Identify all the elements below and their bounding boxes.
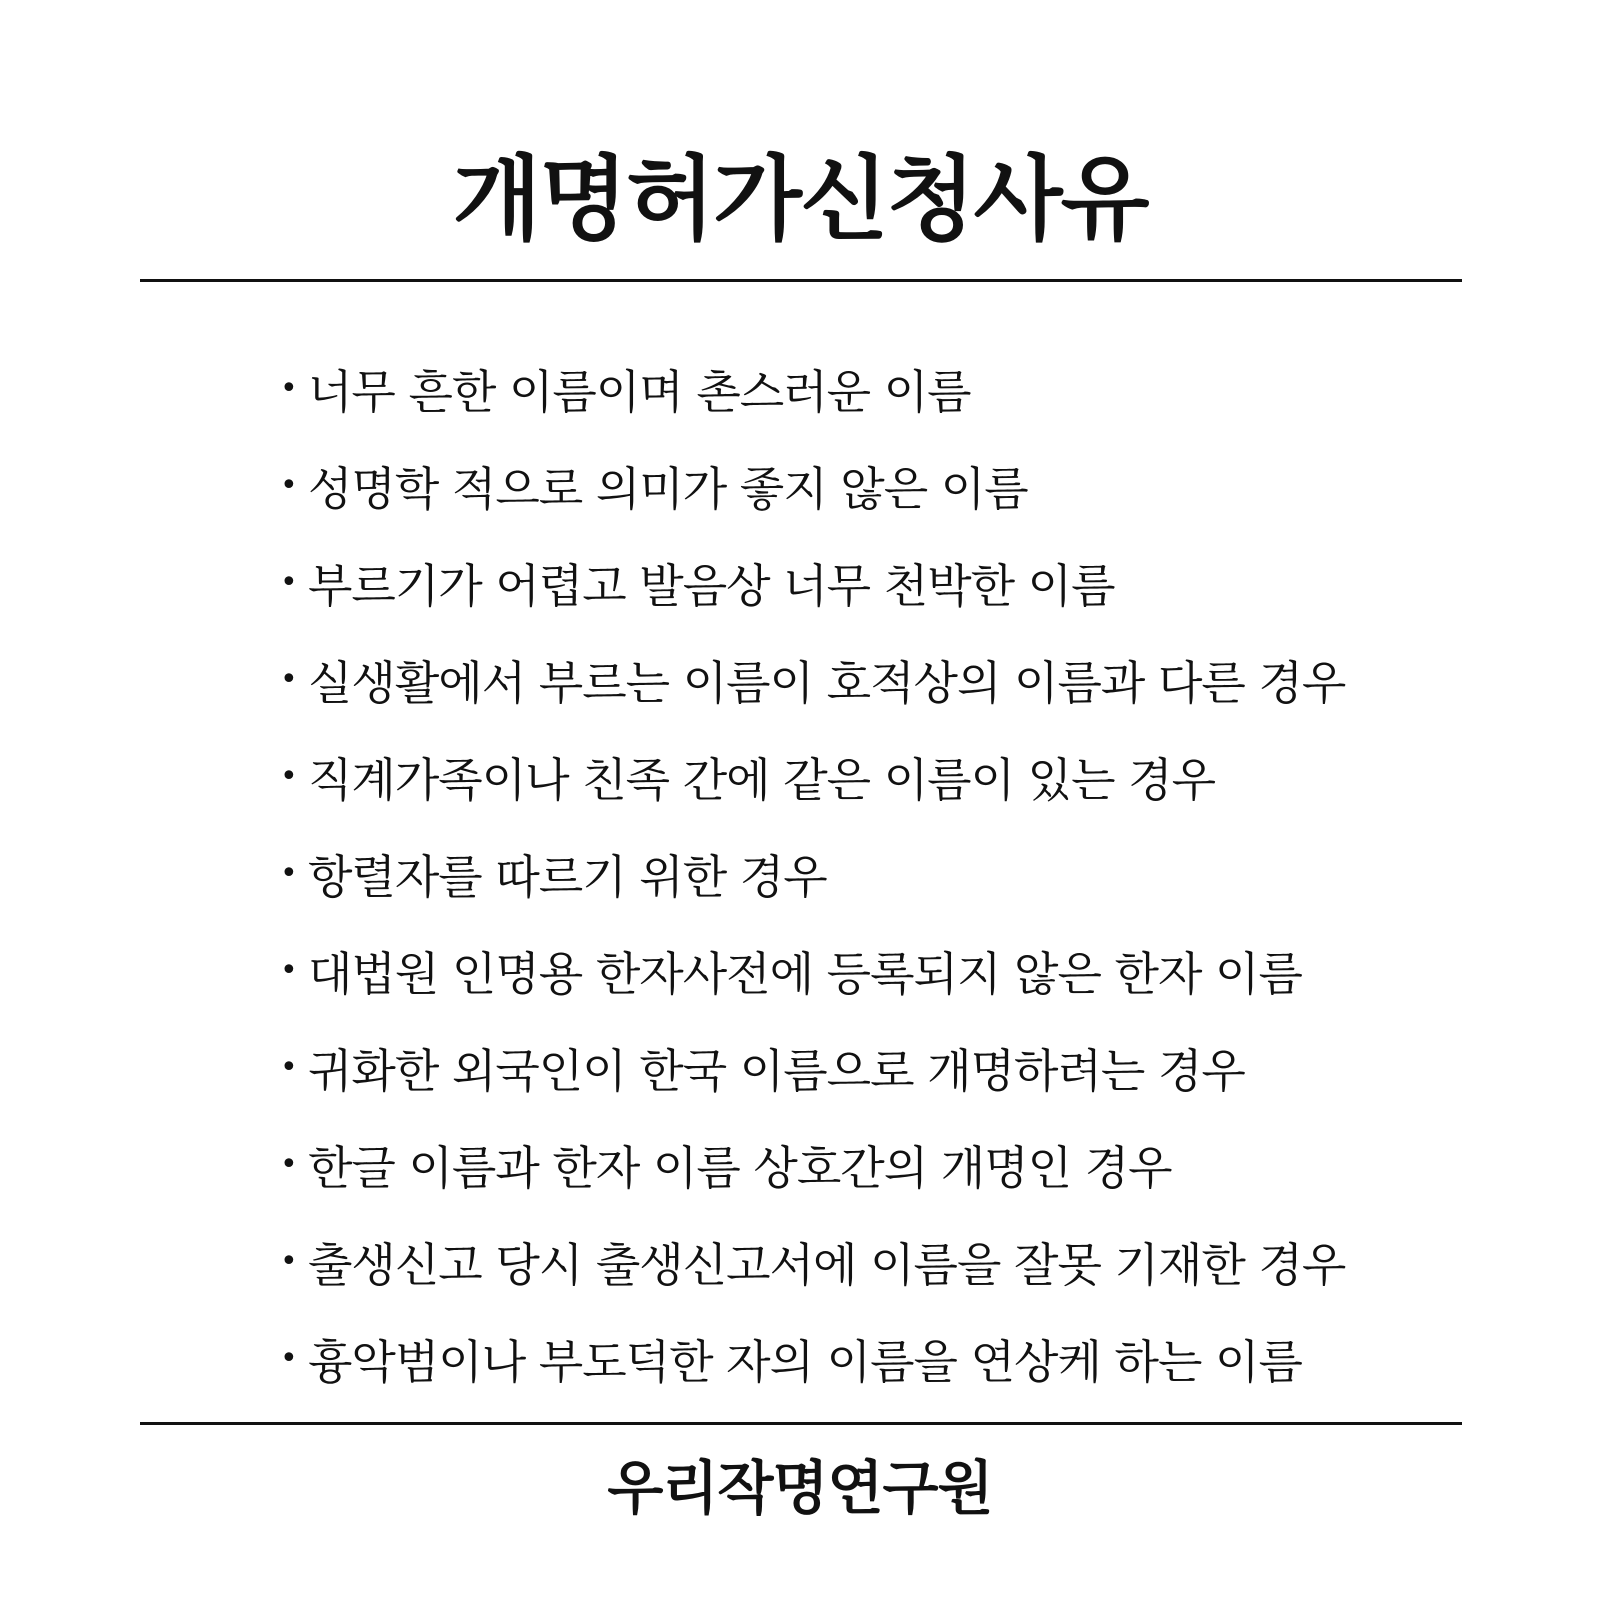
- list-item: [280, 728, 1345, 825]
- reason-text: 실생활에서 부르는 이름이 호적상의 이름과 다른 경우: [308, 655, 1346, 710]
- list-item: [280, 1019, 1345, 1116]
- top-divider: [140, 279, 1462, 282]
- bullet-icon: •: [280, 565, 297, 600]
- reason-text: 귀화한 외국인이 한국 이름으로 개명하려는 경우: [308, 1043, 1245, 1098]
- bullet-icon: •: [280, 1244, 297, 1279]
- reason-text: 대법원 인명용 한자사전에 등록되지 않은 한자 이름: [308, 946, 1302, 1001]
- page-title: 개명허가신청사유: [452, 146, 1148, 253]
- list-item: [280, 1310, 1345, 1407]
- bottom-divider: [140, 1422, 1462, 1425]
- bullet-icon: •: [280, 371, 297, 406]
- list-item: [280, 1213, 1345, 1310]
- list-item: [280, 1116, 1345, 1213]
- list-item: [280, 437, 1345, 534]
- footer-brand: 우리작명연구원: [607, 1454, 993, 1522]
- reason-text: 직계가족이나 친족 간에 같은 이름이 있는 경우: [308, 752, 1216, 807]
- bullet-icon: •: [280, 662, 297, 697]
- reason-text: 부르기가 어렵고 발음상 너무 천박한 이름: [308, 558, 1115, 613]
- reason-text: 출생신고 당시 출생신고서에 이름을 잘못 기재한 경우: [308, 1237, 1346, 1292]
- reason-text: 너무 흔한 이름이며 촌스러운 이름: [308, 364, 971, 419]
- bullet-icon: •: [280, 1341, 297, 1376]
- list-item: [280, 340, 1345, 437]
- list-item: [280, 825, 1345, 922]
- bullet-icon: •: [280, 953, 297, 988]
- reason-list: [280, 340, 1345, 1407]
- bullet-icon: •: [280, 468, 297, 503]
- reason-text: 항렬자를 따르기 위한 경우: [308, 849, 827, 904]
- bullet-icon: •: [280, 1050, 297, 1085]
- list-item: [280, 631, 1345, 728]
- reason-text: 흉악범이나 부도덕한 자의 이름을 연상케 하는 이름: [308, 1334, 1302, 1389]
- list-item: [280, 922, 1345, 1019]
- reason-text: 성명학 적으로 의미가 좋지 않은 이름: [308, 461, 1028, 516]
- bullet-icon: •: [280, 1147, 297, 1182]
- bullet-icon: •: [280, 759, 297, 794]
- list-item: [280, 534, 1345, 631]
- bullet-icon: •: [280, 856, 297, 891]
- reason-text: 한글 이름과 한자 이름 상호간의 개명인 경우: [308, 1140, 1172, 1195]
